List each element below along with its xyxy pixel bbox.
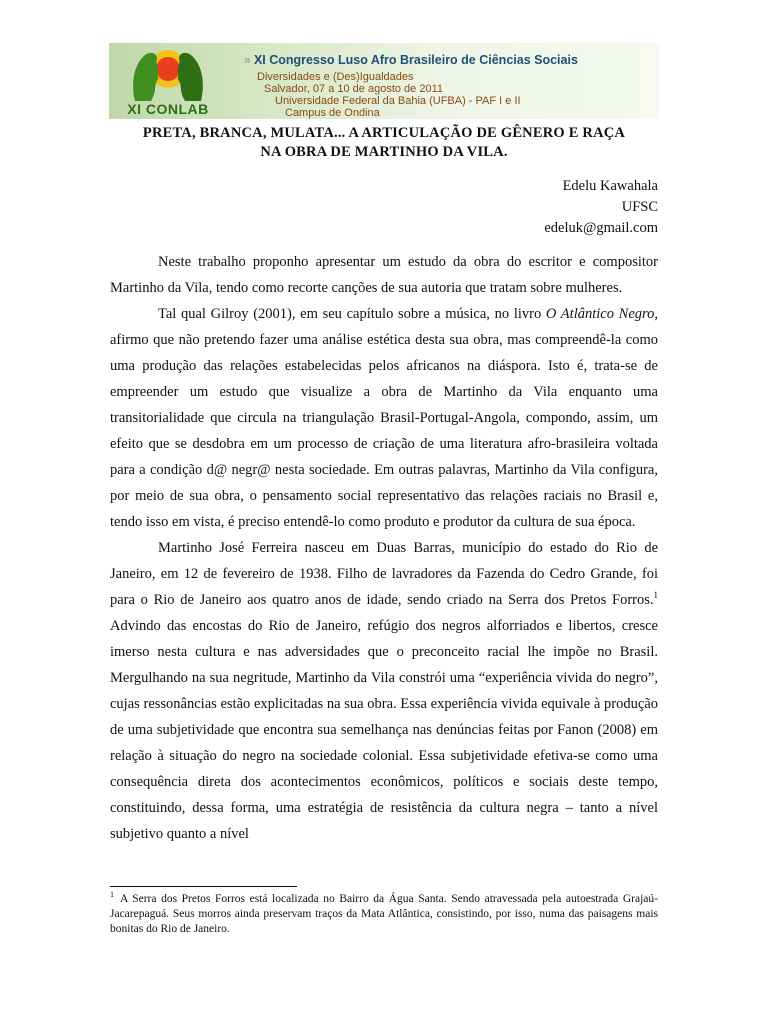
paragraph-3-rest: Advindo das encostas do Rio de Janeiro, refúgio dos negros alforriados e libertos, cresce imerso nesta cultura e nas adversidades que o preconceito racial lhe impõe no Brasil. Mergulhando na sua negritude, Martinho da Vila constrói uma “experiência vivida do negro”, cujas ressonâncias estão explicitadas na sua obra. Essa experiência vivida equivale à produção de uma subjetividade que encontra sua semelhança nas denúncias feitas por Fanon (2008) em relação à situação do negro na sociedade colonial. Essa subjetividade efetiva-se como uma consequência direta dos acontecimentos econômicos, políticos e sociais deste tempo, constituindo, dessa forma, uma estratégia de resistência da cultura negra – tanto a nível subjetivo quanto a nível	[110, 618, 658, 842]
paragraph-1: Neste trabalho proponho apresentar um estudo da obra do escritor e compositor Martinho da Vila, tendo como recorte canções de sua autoria que tratam sobre mulheres.	[110, 254, 658, 296]
footnote-marker: 1	[110, 890, 114, 900]
author-affiliation: UFSC	[621, 199, 658, 215]
conference-logo	[109, 43, 227, 119]
banner-campus: Campus de Ondina	[285, 107, 380, 119]
banner-university: Universidade Federal da Bahia (UFBA) - PAF I e II	[275, 95, 521, 107]
body-text	[110, 249, 658, 847]
banner-dates: Salvador, 07 a 10 de agosto de 2011	[264, 83, 443, 95]
paragraph-2-rest: afirmo que não pretendo fazer uma análise estética desta sua obra, mas compreendê-la como uma produção das relações estabelecidas pelos africanos na diáspora. Isto é, trata-se de empreender um estudo que visualize a obra de Martinho da Vila enquanto uma transitorialidade que circula na triangulação Brasil-Portugal-Angola, compondo, assim, um efeito que se desdobra em um processo de criação de uma literatura afro-brasileira voltada para a condição d@ negr@ nesta sociedade. Em outras palavras, Martinho da Vila configura, por meio de sua obra, o pensamento social representativo das relações raciais no Brasil e, tendo isso em vista, é preciso entendê-lo como produto e produtor da cultura de sua época.	[110, 332, 658, 530]
banner-congress-title-text: XI Congresso Luso Afro Brasileiro de Ciências Sociais	[253, 53, 578, 67]
paragraph-2	[110, 301, 658, 535]
paragraph-2-start: Tal qual Gilroy (2001), em seu capítulo sobre a música, no livro	[158, 306, 546, 322]
twin-faces-logo-icon	[127, 45, 209, 103]
footnote-reference[interactable]: 1	[653, 590, 658, 601]
footnote-divider	[110, 886, 297, 887]
paper-title-line-1: PRETA, BRANCA, MULATA... A ARTICULAÇÃO DE GÊNERO E RAÇA	[142, 125, 626, 141]
banner-congress-title	[244, 53, 578, 67]
book-title: O Atlântico Negro,	[545, 306, 658, 322]
footnote-text: A Serra dos Pretos Forros está localizada no Bairro da Água Santa. Sendo atravessada pela autoestrada Grajaú-Jacarepaguá. Seus morros ainda preservam traços da Mata Atlântica, consistindo, por isso, numa das paisagens mais bonitas do Rio de Janeiro.	[110, 893, 658, 935]
paragraph-3	[110, 535, 658, 847]
paragraph-3-start: Martinho José Ferreira nasceu em Duas Barras, município do estado do Rio de Janeiro, em 12 de fevereiro de 1938. Filho de lavradores da Fazenda do Cedro Grande, foi para o Rio de Janeiro aos quatro anos de idade, sendo criado na Serra dos Pretos Forros.	[110, 540, 658, 608]
logo-label: XI CONLAB	[127, 101, 209, 117]
paper-title-line-2: NA OBRA DE MARTINHO DA VILA.	[260, 144, 508, 160]
conference-banner	[109, 43, 659, 119]
chevron-right-icon: »	[244, 53, 251, 67]
author-name: Edelu Kawahala	[562, 178, 658, 194]
author-block	[544, 176, 658, 239]
banner-theme: Diversidades e (Des)Igualdades	[257, 71, 414, 83]
paper-title	[110, 124, 658, 162]
author-email: edeluk@gmail.com	[544, 220, 658, 236]
footnote	[110, 892, 658, 937]
